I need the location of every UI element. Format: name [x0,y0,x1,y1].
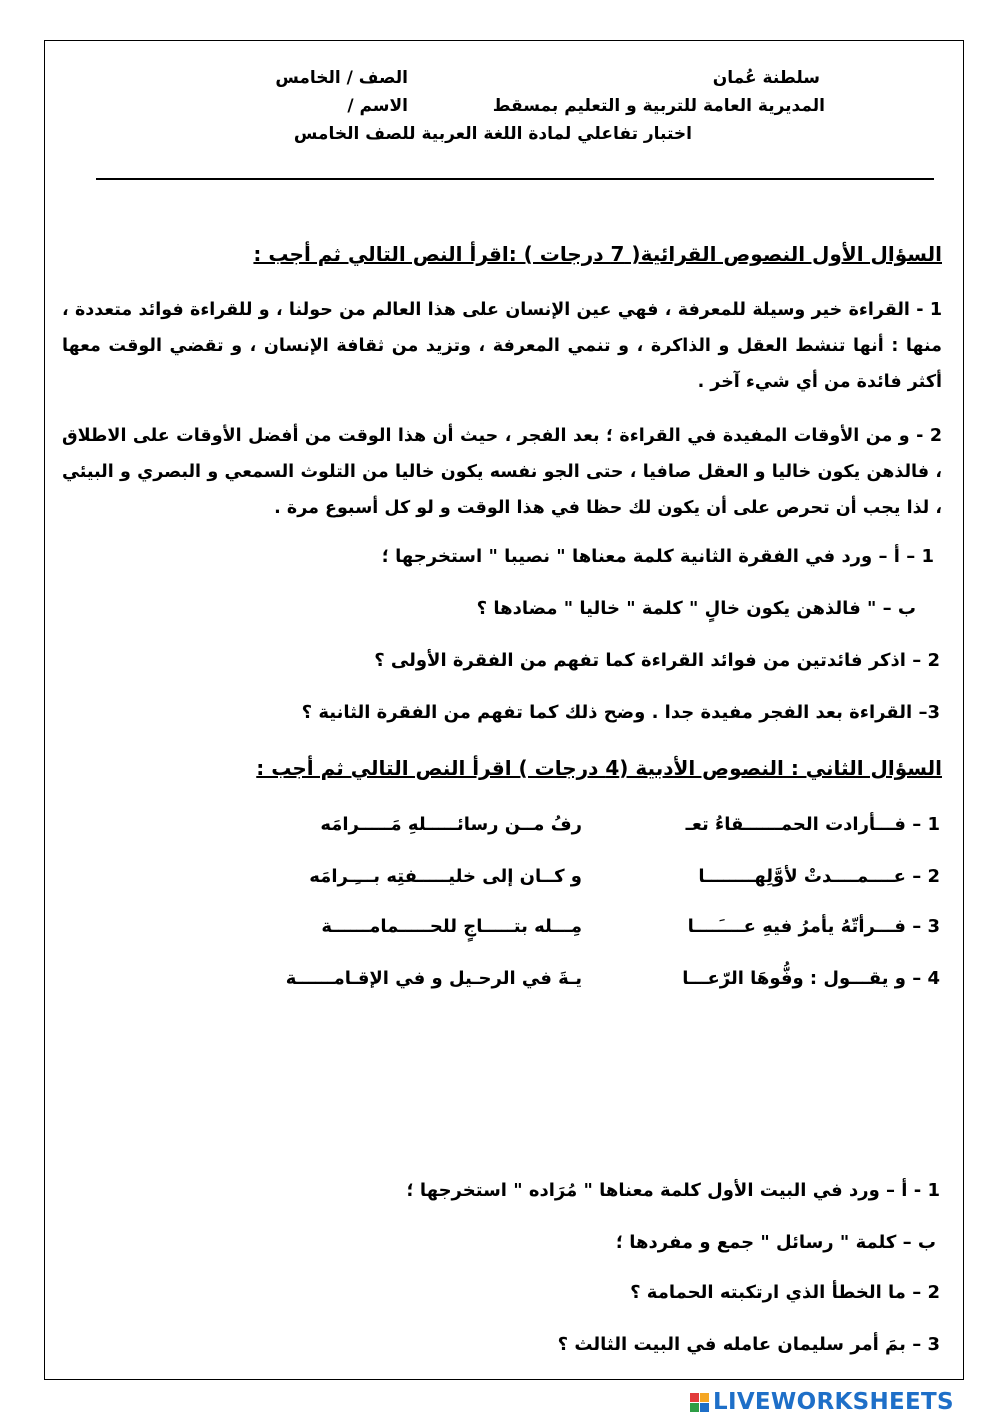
q2-item-1b: ب – كلمة " رسائل " جمع و مفردها ؛ [615,1232,936,1253]
verse-4-first: 4 – و يقـــول : وفُّوهَا الرّعـــا [682,968,940,989]
header-directorate: المديرية العامة للتربية و التعليم بمسقط [492,96,825,116]
q2-item-2: 2 – ما الخطأ الذي ارتكبته الحمامة ؟ [630,1282,940,1303]
header-divider [96,178,934,180]
verse-2-second: و كــان إلى خليـــــفتِه بـــِـرامَه [309,866,582,887]
q2-item-3: 3 – بمَ أمر سليمان عامله في البيت الثالث ؟ [557,1334,940,1355]
logo-block-green [690,1403,699,1412]
q1-title: السؤال الأول النصوص القرائية( 7 درجات ) :اقرأ النص التالي ثم أجب : [253,242,942,266]
verse-3-first: 3 – فـــرأتّهُ يأمرُ فيهِ عــــَــــا [687,916,940,937]
test-title: اختبار تفاعلي لمادة اللغة العربية للصف الخامس [293,124,692,144]
logo-blocks-icon [690,1393,709,1412]
brand-name: LIVEWORKSHEETS [713,1389,954,1415]
liveworksheets-logo [690,1390,990,1414]
q1-item-3: 3– القراءة بعد الفجر مفيدة جدا . وضح ذلك كما تفهم من الفقرة الثانية ؟ [301,702,940,723]
header-name-label: الاسم / [347,96,408,116]
verse-1-first: 1 – فـــأرادت الحمــــــقاءُ تعـ [685,814,940,835]
header-grade: الصف / الخامس [275,68,408,88]
logo-block-orange [700,1393,709,1402]
header-country: سلطنة عُمان [712,68,820,88]
q1-item-1a: 1 – أ – ورد في الفقرة الثانية كلمة معناها " نصيبا " استخرجها ؛ [381,546,934,567]
q1-item-2: 2 – اذكر فائدتين من فوائد القراءة كما تفهم من الفقرة الأولى ؟ [374,650,940,671]
verse-4-second: يـةَ في الرحـيل و في الإقـامــــــة [285,968,582,989]
verse-2-first: 2 – عــــمــــدتْ لأوَّلِهــــــــا [698,866,940,887]
verse-3-second: مِـــله بتـــــاجٍ للحـــــمامــــــة [321,916,582,937]
q1-paragraph-1: 1 - القراءة خير وسيلة للمعرفة ، فهي عين الإنسان على هذا العالم من حولنا ، و للقراءة فوائد متعددة ، منها : أنها تنشط العقل و الذاكرة ، و تنمي المعرفة ، وتزيد من ثقافة الإنسان ، و تقضي الوقت معها أكثر فائدة من أي شيء آخر . [62,300,942,392]
q1-paragraph-2: 2 - و من الأوقات المفيدة في القراءة ؛ بعد الفجر ، حيث أن هذا الوقت من أفضل الأوقات على الاطلاق ، فالذهن يكون خاليا و العقل صافيا ، حتى الجو نفسه يكون خاليا من التلوث السمعي و البصري و البيئي ، لذا يجب أن تحرص على أن يكون لك حظا في هذا الوقت و لو كل أسبوع مرة . [62,426,942,518]
q2-title: السؤال الثاني : النصوص الأدبية (4 درجات ) اقرأ النص التالي ثم أجب : [256,756,942,780]
q2-item-1a: 1 - أ – ورد في البيت الأول كلمة معناها " مُرَاده " استخرجها ؛ [406,1180,940,1201]
q1-item-1b: ب – " فالذهن يكون خالٍ " كلمة " خاليا " مضادها ؟ [476,598,916,619]
logo-block-red [690,1393,699,1402]
logo-block-blue [700,1403,709,1412]
verse-1-second: رفُ مــن رسائـــــلهِ مَـــــرامَه [320,814,582,835]
